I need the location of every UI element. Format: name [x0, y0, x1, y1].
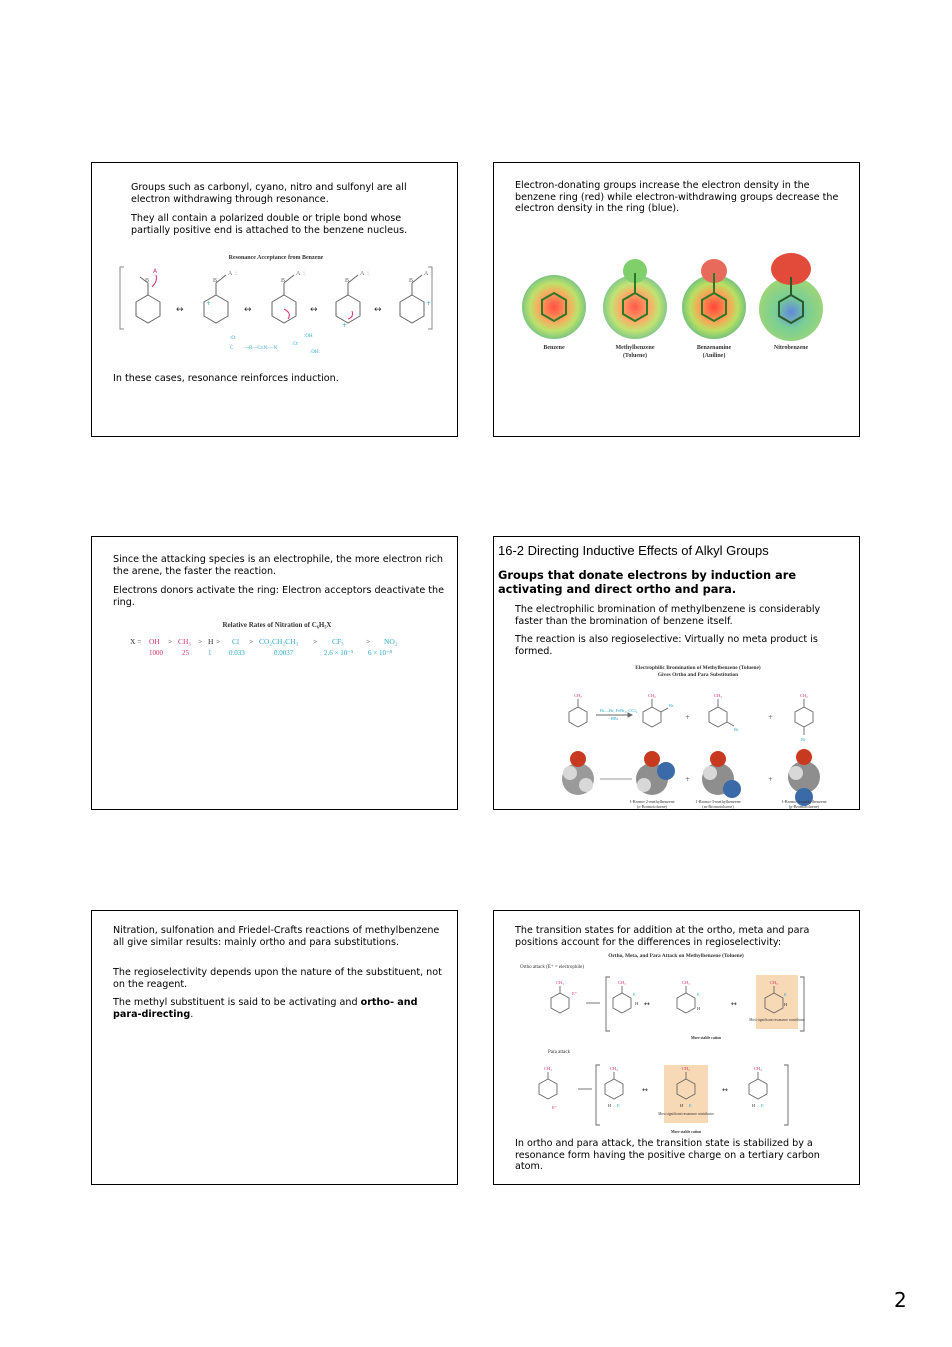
subst-cf3: CF₃ — [332, 637, 344, 646]
slide-regioselectivity — [91, 910, 458, 1185]
rates-table-title: Relative Rates of Nitration of C₆H₅X — [222, 621, 332, 629]
acceptor-groups — [230, 334, 320, 355]
svg-text:+: + — [685, 776, 691, 783]
svg-text::O:: :O: — [230, 336, 237, 341]
svg-text:A: A — [424, 271, 429, 277]
subst-cl: Cl — [232, 637, 240, 646]
slide1-paragraph-3: In these cases, resonance reinforces induction. — [113, 373, 339, 384]
label-nitrobenzene: Nitrobenzene — [773, 345, 809, 351]
svg-text:−HBr: −HBr — [608, 716, 619, 721]
slide4-paragraph-2: The reaction is also regioselective: Virtually no meta product is formed. — [515, 634, 818, 657]
relative-rates-table — [122, 615, 422, 665]
slide-alkyl-directing — [493, 536, 860, 810]
svg-text:B: B — [409, 278, 414, 284]
svg-text:E: E — [784, 992, 787, 997]
svg-text:CH₃: CH₃ — [754, 1066, 762, 1071]
ortho-more-stable: More stable cation — [690, 1036, 722, 1040]
slide6-paragraph-1: The transition states for addition at the ortho, meta and para positions account for the differences in regioselectivity: — [515, 925, 810, 948]
svg-text:↔: ↔ — [722, 1086, 728, 1094]
svg-text:CH₃: CH₃ — [610, 1066, 618, 1071]
svg-text:↔: ↔ — [374, 305, 382, 315]
slide-resonance-acceptance — [91, 162, 458, 437]
svg-text:↔: ↔ — [642, 1086, 648, 1094]
slide3-paragraph-2: Electrons donors activate the ring: Electron acceptors deactivate the ring. — [113, 585, 445, 608]
svg-text:>: > — [168, 637, 173, 646]
product-names — [548, 797, 848, 810]
svg-text:+: + — [685, 714, 691, 721]
resonance-figure-title: Resonance Acceptance from Benzene — [228, 255, 324, 261]
subst-ester: CO₂CH₂CH₃ — [259, 637, 299, 646]
rate-no2: 6 × 10⁻⁸ — [368, 649, 393, 657]
label-benzenamine: Benzenamine — [696, 345, 732, 351]
svg-text::: : — [303, 270, 306, 277]
svg-text:>: > — [198, 637, 203, 646]
toluene-model — [562, 751, 594, 795]
slide3-paragraph-1: Since the attacking species is an electrophile, the more electron rich the arene, the faster the reaction. — [113, 554, 443, 577]
svg-text:CH₃: CH₃ — [544, 1066, 552, 1071]
svg-text:↔: ↔ — [244, 305, 252, 315]
para-more-stable: More stable cation — [670, 1130, 702, 1134]
svg-text:+: + — [768, 714, 774, 721]
svg-text:B: B — [345, 278, 350, 284]
slide5-p3-post: . — [190, 1008, 194, 1020]
resonance-rings — [136, 275, 424, 323]
svg-text:H: H — [697, 1006, 701, 1011]
svg-text:+: + — [206, 300, 212, 307]
product-para-name: 1-Bromo-4-methylbenzene — [781, 799, 827, 804]
product-ortho-sub: (o-Bromotoluene) — [636, 804, 668, 809]
svg-text:↔: ↔ — [644, 1000, 650, 1008]
slide5-p3-pre: The methyl substituent is said to be activating and — [113, 997, 361, 1008]
rate-ch3: 25 — [182, 649, 189, 657]
subst-ch3: CH₃ — [178, 637, 192, 646]
slide6-paragraph-2: In ortho and para attack, the transition state is stabilized by a resonance form having the positive charge on a tertiary carbon atom. — [515, 1138, 820, 1173]
rate-oh: 1000 — [149, 649, 163, 657]
benzenamine-map — [682, 259, 746, 339]
o-bromotoluene-model — [636, 751, 675, 795]
m-bromotoluene-model — [702, 751, 741, 798]
svg-text:A: A — [360, 271, 365, 277]
slide4-bold-line: Groups that donate electrons by induction are activating and direct ortho and para. — [498, 568, 797, 596]
svg-text:>: > — [366, 637, 371, 646]
svg-text:E: E — [697, 992, 700, 997]
svg-text:↔: ↔ — [176, 305, 184, 315]
slide2-paragraph-1: Electron-donating groups increase the electron density in the benzene ring (red) while electron-withdrawing groups decrease the electron density in the ring (blue). — [515, 180, 839, 215]
svg-text:E: E — [633, 992, 636, 997]
svg-text:B: B — [281, 278, 286, 284]
svg-text::OH:: :OH: — [310, 350, 320, 355]
slide-electrostatic-maps — [493, 162, 860, 437]
slide4-paragraph-1: The electrophilic bromination of methylbenzene is considerably faster than the bromination of benzene itself. — [515, 604, 821, 627]
svg-text:↔: ↔ — [310, 305, 318, 315]
svg-text:X =: X = — [130, 637, 142, 646]
para-attack-label: Para attack — [548, 1050, 571, 1055]
svg-text:CH₃: CH₃ — [770, 980, 778, 985]
svg-text:H: H — [752, 1103, 756, 1108]
rate-cf3: 2.6 × 10⁻⁵ — [324, 649, 354, 657]
svg-text:Br—Br, FeBr₃, CCl₄: Br—Br, FeBr₃, CCl₄ — [600, 708, 638, 713]
svg-text:H: H — [680, 1103, 684, 1108]
slide1-paragraph-2: They all contain a polarized double or triple bond whose partially positive end is attached to the benzene nucleus. — [131, 213, 408, 236]
svg-text::O:: :O: — [292, 342, 299, 347]
label-methylbenzene: Methylbenzene — [615, 345, 655, 351]
slide1-paragraph-1: Groups such as carbonyl, cyano, nitro and sulfonyl are all electron withdrawing through resonance. — [131, 182, 407, 205]
product-meta-sub: (m-Bromotoluene) — [702, 804, 734, 809]
svg-text:CH₃: CH₃ — [574, 693, 582, 698]
svg-text:+: + — [426, 300, 432, 307]
bromination-structures — [569, 699, 813, 735]
svg-text:E: E — [617, 1103, 620, 1108]
slide5-paragraph-1: Nitration, sulfonation and Friedel-Crafts reactions of methylbenzene all give similar results: mainly ortho and para substitutions. — [113, 925, 440, 948]
svg-text:CH₃: CH₃ — [714, 693, 722, 698]
svg-text:B: B — [145, 278, 150, 284]
attack-figure-title: Ortho, Meta, and Para Attack on Methylbenzene (Toluene) — [608, 953, 744, 959]
svg-text:A: A — [153, 268, 158, 275]
svg-text:Br: Br — [801, 737, 806, 742]
svg-text:CH₃: CH₃ — [618, 980, 626, 985]
rate-cl: 0.033 — [229, 649, 245, 657]
svg-text:Br: Br — [669, 703, 674, 708]
ortho-para-attack-figure — [516, 949, 836, 1137]
svg-text:E: E — [761, 1103, 764, 1108]
ortho-attack-label: Ortho attack (E⁺ = electrophile) — [520, 965, 585, 970]
label-toluene: (Toluene) — [622, 353, 648, 359]
svg-text:H: H — [635, 1001, 639, 1006]
svg-text::: : — [431, 270, 434, 277]
para-structures — [539, 1065, 788, 1125]
svg-text::: : — [367, 270, 370, 277]
svg-text:CH₃: CH₃ — [800, 693, 808, 698]
bromination-figure — [548, 661, 848, 809]
product-ortho-name: 1-Bromo-2-methylbenzene — [629, 799, 675, 804]
page-number: 2 — [894, 1288, 907, 1312]
svg-text:CH₃: CH₃ — [556, 980, 564, 985]
svg-text:H: H — [608, 1103, 612, 1108]
methylbenzene-map — [603, 259, 667, 339]
slide5-p3-bold: ortho- and para-directing — [113, 997, 418, 1020]
svg-text:C: C — [230, 346, 234, 351]
slide-nitration-rates — [91, 536, 458, 810]
svg-text::OH: :OH — [304, 334, 313, 339]
svg-text:>: > — [313, 637, 318, 646]
electrostatic-potential-maps — [514, 243, 844, 373]
svg-text:H: H — [784, 1002, 788, 1007]
slide-transition-states — [493, 910, 860, 1185]
svg-text:E: E — [689, 1103, 692, 1108]
slide4-heading: 16-2 Directing Inductive Effects of Alkyl Groups — [498, 543, 769, 558]
label-benzene: Benzene — [543, 345, 565, 351]
svg-text:A: A — [296, 271, 301, 277]
product-para-sub: (p-Bromotoluene) — [788, 804, 820, 809]
benzene-map — [522, 275, 586, 339]
svg-text:B: B — [213, 278, 218, 284]
svg-text:↔: ↔ — [731, 1000, 737, 1008]
bromination-title-2: Gives Ortho and Para Substitution — [657, 672, 739, 678]
para-most-significant: Most significant resonance contributor — [658, 1112, 714, 1116]
svg-text:E⁺: E⁺ — [572, 991, 578, 996]
svg-text:—R—C≡N:—N: —R—C≡N:—N — [244, 346, 278, 351]
rate-h: 1 — [208, 649, 212, 657]
slide5-paragraph-3 — [113, 997, 448, 1020]
rate-ester: 0.0037 — [274, 649, 294, 657]
label-aniline: (Aniline) — [702, 353, 726, 359]
svg-text:+: + — [768, 776, 774, 783]
svg-text:A: A — [228, 271, 233, 277]
svg-text:Br: Br — [734, 727, 739, 732]
subst-no2: NO₂ — [384, 637, 398, 646]
ortho-most-significant: Most significant resonance contributor — [749, 1018, 805, 1022]
svg-text::: : — [235, 270, 238, 277]
svg-text:>: > — [249, 637, 254, 646]
resonance-acceptance-figure — [114, 249, 439, 361]
svg-text:>: > — [216, 637, 221, 646]
svg-text:E⁺: E⁺ — [552, 1105, 558, 1110]
svg-text:CH₃: CH₃ — [682, 980, 690, 985]
nitrobenzene-map — [759, 253, 823, 341]
svg-text:CH₃: CH₃ — [648, 693, 656, 698]
slide5-paragraph-2: The regioselectivity depends upon the nature of the substituent, not on the reagent. — [113, 967, 442, 990]
bromination-title-1: Electrophilic Bromination of Methylbenzene (Toluene) — [635, 665, 761, 671]
subst-oh: OH — [149, 637, 160, 646]
product-meta-name: 1-Bromo-3-methylbenzene — [695, 799, 741, 804]
subst-h: H — [208, 637, 214, 646]
svg-text:CH₃: CH₃ — [682, 1066, 690, 1071]
svg-text:+: + — [342, 322, 348, 329]
